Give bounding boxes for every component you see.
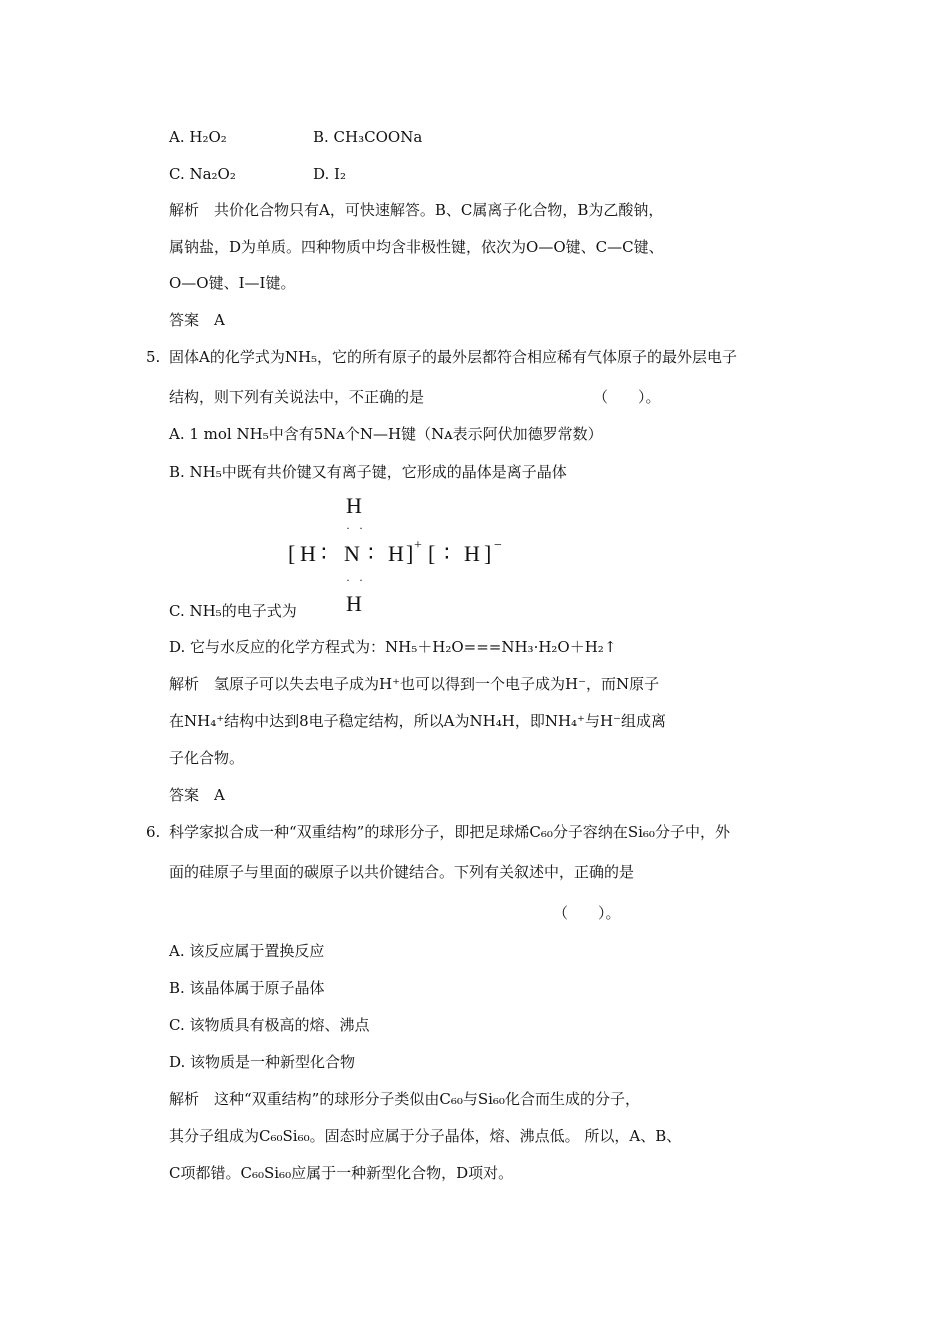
q4-option-d: D. I₂ xyxy=(313,165,346,183)
lewis-h1: H xyxy=(300,541,316,566)
q5-analysis-line-1: 解析 氢原子可以失去电子成为H⁺也可以得到一个电子成为H⁻，而N原子 xyxy=(169,675,660,693)
q6-option-a: A. 该反应属于置换反应 xyxy=(169,942,325,960)
lewis-n: N xyxy=(344,541,360,566)
q4-option-c: C. Na₂O₂ xyxy=(169,165,236,183)
q5-analysis-line-2: 在NH₄⁺结构中达到8电子稳定结构，所以A为NH₄H，即NH₄⁺与H⁻组成离 xyxy=(169,712,666,730)
q4-analysis-line-2: 属钠盐，D为单质。四种物质中均含非极性键，依次为O—O键、C—C键、 xyxy=(169,238,664,256)
q5-analysis-line-3: 子化合物。 xyxy=(169,749,245,767)
lewis-top-dots: · · xyxy=(346,521,366,535)
lewis-right-bracket: ] xyxy=(406,541,414,566)
lewis-colon-1: ∶ xyxy=(321,541,327,566)
q6-answer-bracket: （ ）。 xyxy=(553,904,621,922)
q6-analysis-line-2: 其分子组成为C₆₀Si₆₀。固态时应属于分子晶体，熔、沸点低。 所以，A、B、 xyxy=(169,1127,682,1145)
q5-stem-line-1: 固体A的化学式为NH₅，它的所有原子的最外层都符合相应稀有气体原子的最外层电子 xyxy=(169,348,738,366)
lewis-top-h: H xyxy=(346,493,362,518)
q6-option-d: D. 该物质是一种新型化合物 xyxy=(169,1053,356,1071)
q5-option-c: C. NH₅的电子式为 xyxy=(169,602,297,620)
lewis-colon-3: ∶ xyxy=(444,541,450,566)
q5-stem-line-2: 结构，则下列有关说法中，不正确的是 xyxy=(169,388,425,406)
q5-option-d: D. 它与水反应的化学方程式为：NH₅＋H₂O===NH₃·H₂O＋H₂↑ xyxy=(169,638,617,656)
nh5-electron-formula xyxy=(288,494,528,618)
lewis-bottom-h: H xyxy=(346,591,362,616)
q6-option-c: C. 该物质具有极高的熔、沸点 xyxy=(169,1016,370,1034)
lewis-left-bracket: [ xyxy=(288,541,296,566)
lewis-h3: H xyxy=(464,541,480,566)
lewis-bottom-dots: · · xyxy=(346,573,366,587)
q5-answer: 答案 A xyxy=(169,786,225,804)
q4-answer: 答案 A xyxy=(169,311,225,329)
q5-number: 5. xyxy=(146,348,161,366)
q6-stem-line-1: 科学家拟合成一种“双重结构”的球形分子，即把足球烯C₆₀分子容纳在Si₆₀分子中，外 xyxy=(169,823,730,841)
lewis-colon-2: ∶ xyxy=(368,541,374,566)
lewis-left-bracket-2: [ xyxy=(428,541,436,566)
q6-stem-line-2: 面的硅原子与里面的碳原子以共价键结合。下列有关叙述中，正确的是 xyxy=(169,863,635,881)
q5-answer-bracket: （ ）。 xyxy=(593,388,661,406)
q4-analysis-line-1: 解析 共价化合物只有A，可快速解答。B、C属离子化合物，B为乙酸钠， xyxy=(169,201,664,219)
lewis-minus: − xyxy=(494,538,502,553)
q6-number: 6. xyxy=(146,823,161,841)
q6-analysis-line-1: 解析 这种“双重结构”的球形分子类似由C₆₀与Si₆₀化合而生成的分子， xyxy=(169,1090,640,1108)
q6-analysis-line-3: C项都错。C₆₀Si₆₀应属于一种新型化合物，D项对。 xyxy=(169,1164,514,1182)
q4-option-a: A. H₂O₂ xyxy=(169,128,227,146)
q5-option-a: A. 1 mol NH₅中含有5Nᴀ个N—H键（Nᴀ表示阿伏加德罗常数） xyxy=(169,425,603,443)
q5-option-b: B. NH₅中既有共价键又有离子键，它形成的晶体是离子晶体 xyxy=(169,463,567,481)
lewis-h2: H xyxy=(388,541,404,566)
q4-option-b: B. CH₃COONa xyxy=(313,128,423,146)
q4-analysis-line-3: O—O键、I—I键。 xyxy=(169,274,296,292)
lewis-right-bracket-2: ] xyxy=(484,541,492,566)
lewis-plus: + xyxy=(414,538,422,553)
q6-option-b: B. 该晶体属于原子晶体 xyxy=(169,979,325,997)
